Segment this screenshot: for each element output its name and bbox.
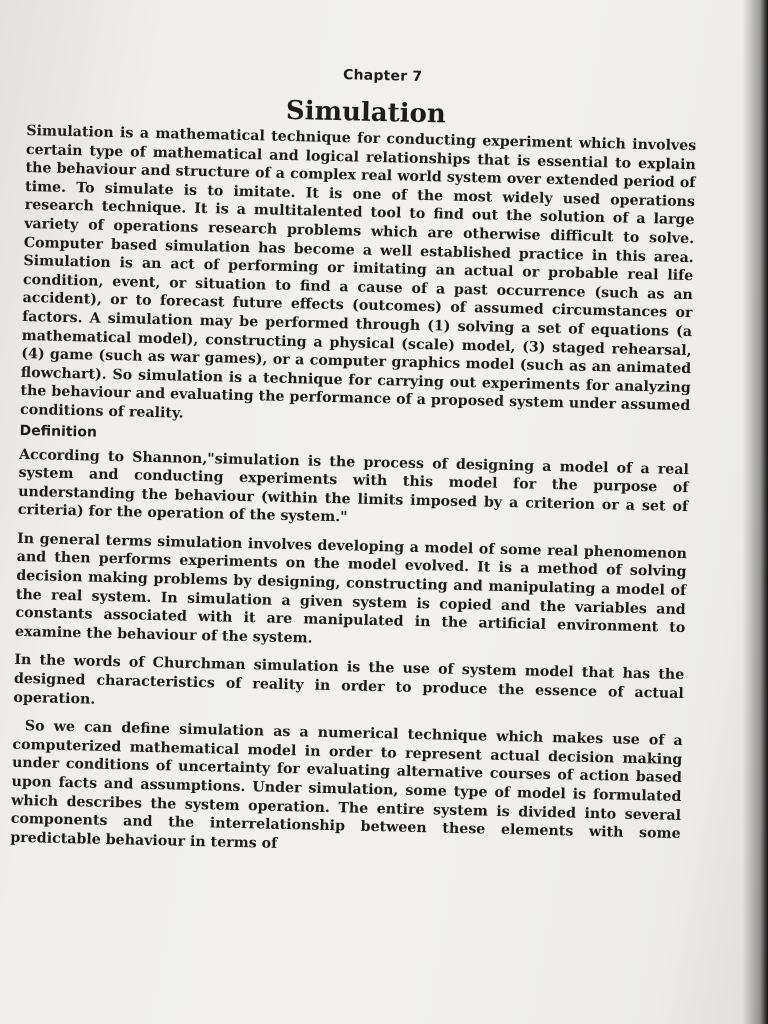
page-edge-shadow [742,0,768,1024]
page-text-block [10,60,698,862]
paragraph-define: So we can define simulation as a numerical technique which makes use of a computerized mathematical model in order to represent actual decision making under conditions of uncertainty for evaluating alternative courses of action based upon facts and assumptions. Under simulation, some type of model is formulated which describes the system operation. The entire system is divided into several components and the interrelationship between these elements with some predictable behaviour in terms of [10,718,683,852]
chapter-label: Chapter 7 [342,67,423,85]
paragraph-intro: Simulation is a mathematical technique for conducting experiment which involves certain type of mathematical and logical relationships that is essential to explain the behaviour and structure of a complex real world system over extended period of time. To simulate is to imitate. It is one of the most widely used operations research technique. It is a multitalented tool to find out the solution of a large variety of operations research problems which are otherwise difficult to solve. Computer based simulation has become a well established practice in this area. Simulation is an act of performing or imitating an actual or probable real life condition, event, or situation to find a cause of a past occurrence (such as an accident), or to forecast future effects (outcomes) of assumed circumstances or factors. A simulation may be performed through (1) solving a set of equations (a mathematical model), constructing a physical (scale) model, (3) staged rehearsal, (4) game (such as war games), or a computer graphics model (such as an animated flowchart). So simulation is a technique for carrying out experiments for analyzing the behaviour and evaluating the performance of a proposed system under assumed conditions of reality. [19,122,697,422]
chapter-title: Simulation [285,95,447,130]
paragraph-shannon: According to Shannon,"simulation is the process of designing a model of a real system and conducting experiments with this model for the purpose of understanding the behaviour (within the limits imposed by a criterion or a set of criteria) for the operation of the system." [17,446,690,526]
paragraph-general: In general terms simulation involves developing a model of some real phenomenon and then performs experiments on the model evolved. It is a method of solving decision making problems by designing, constructing and manipulating a model of the real system. In simulation a given system is copied and the variables and constants associated with it are manipulated in the artificial environment to examine the behaviour of the system. [14,530,688,647]
section-heading-definition: Definition [19,422,98,441]
paragraph-churchman: In the words of Churchman simulation is the use of system model that has the designed characteristics of reality in order to produce the essence of actual operation. [13,652,685,708]
